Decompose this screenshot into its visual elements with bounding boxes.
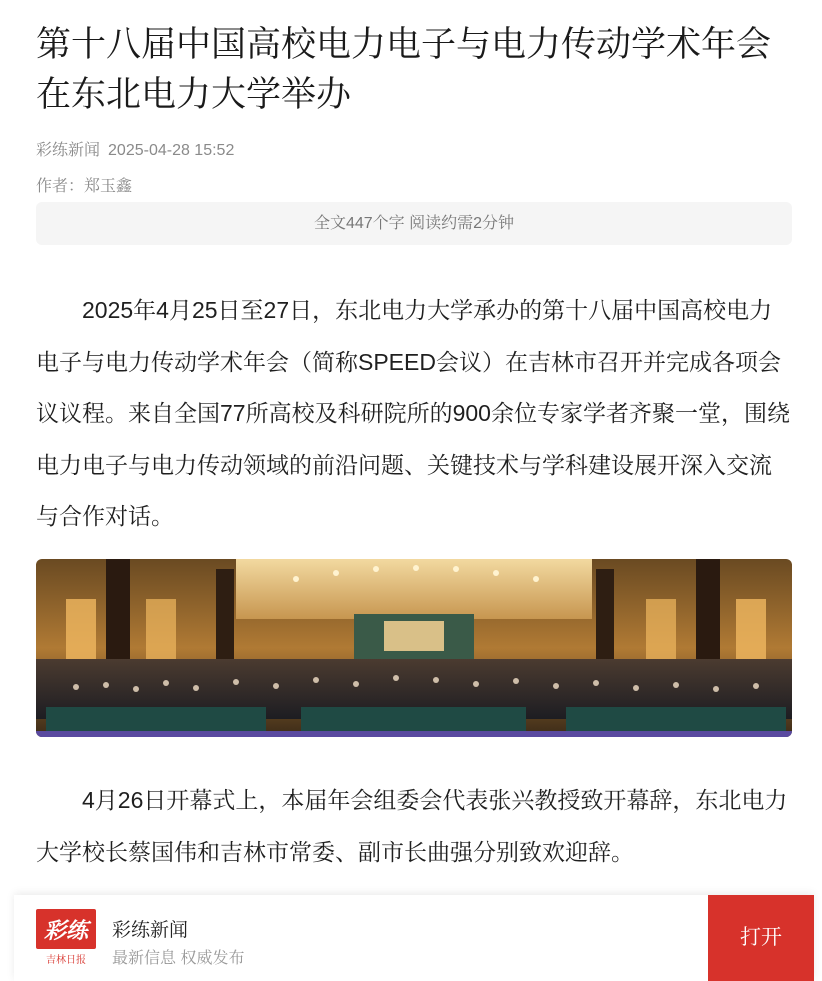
conference-hall-photo[interactable] <box>36 559 792 737</box>
reading-summary: 全文447个字 阅读约需2分钟 <box>36 202 792 245</box>
app-logo <box>36 909 96 967</box>
open-app-button[interactable]: 打开 <box>708 895 814 981</box>
app-slogan: 最新信息 权威发布 <box>112 950 245 967</box>
article-paragraph-2: 4月26日开幕式上，本届年会组委会代表张兴教授致开幕辞，东北电力大学校长蔡国伟和吉林市常委、副市长曲强分别致欢迎辞。 <box>36 787 788 865</box>
app-logo-subtext: 吉林日报 <box>46 955 86 966</box>
author-line: 作者：郑玉鑫 <box>36 178 133 195</box>
publish-datetime: 2025-04-28 15:52 <box>108 142 235 159</box>
source-name[interactable]: 彩练新闻 <box>36 142 101 159</box>
app-logo-text: 彩练 <box>43 918 89 944</box>
app-name: 彩练新闻 <box>112 920 189 941</box>
article-title: 第十八届中国高校电力电子与电力传动学术年会在东北电力大学举办 <box>36 25 772 114</box>
article-meta <box>36 137 234 160</box>
app-download-banner <box>14 895 814 981</box>
article-paragraph-1: 2025年4月25日至27日，东北电力大学承办的第十八届中国高校电力电子与电力传动学术年会（简称SPEED会议）在吉林市召开并完成各项会议议程。来自全国77所高校及科研院所的900余位专家学者齐聚一堂，围绕电力电子与电力传动领域的前沿问题、关键技术与学科建设展开深入交流与合作对话。 <box>36 297 790 529</box>
